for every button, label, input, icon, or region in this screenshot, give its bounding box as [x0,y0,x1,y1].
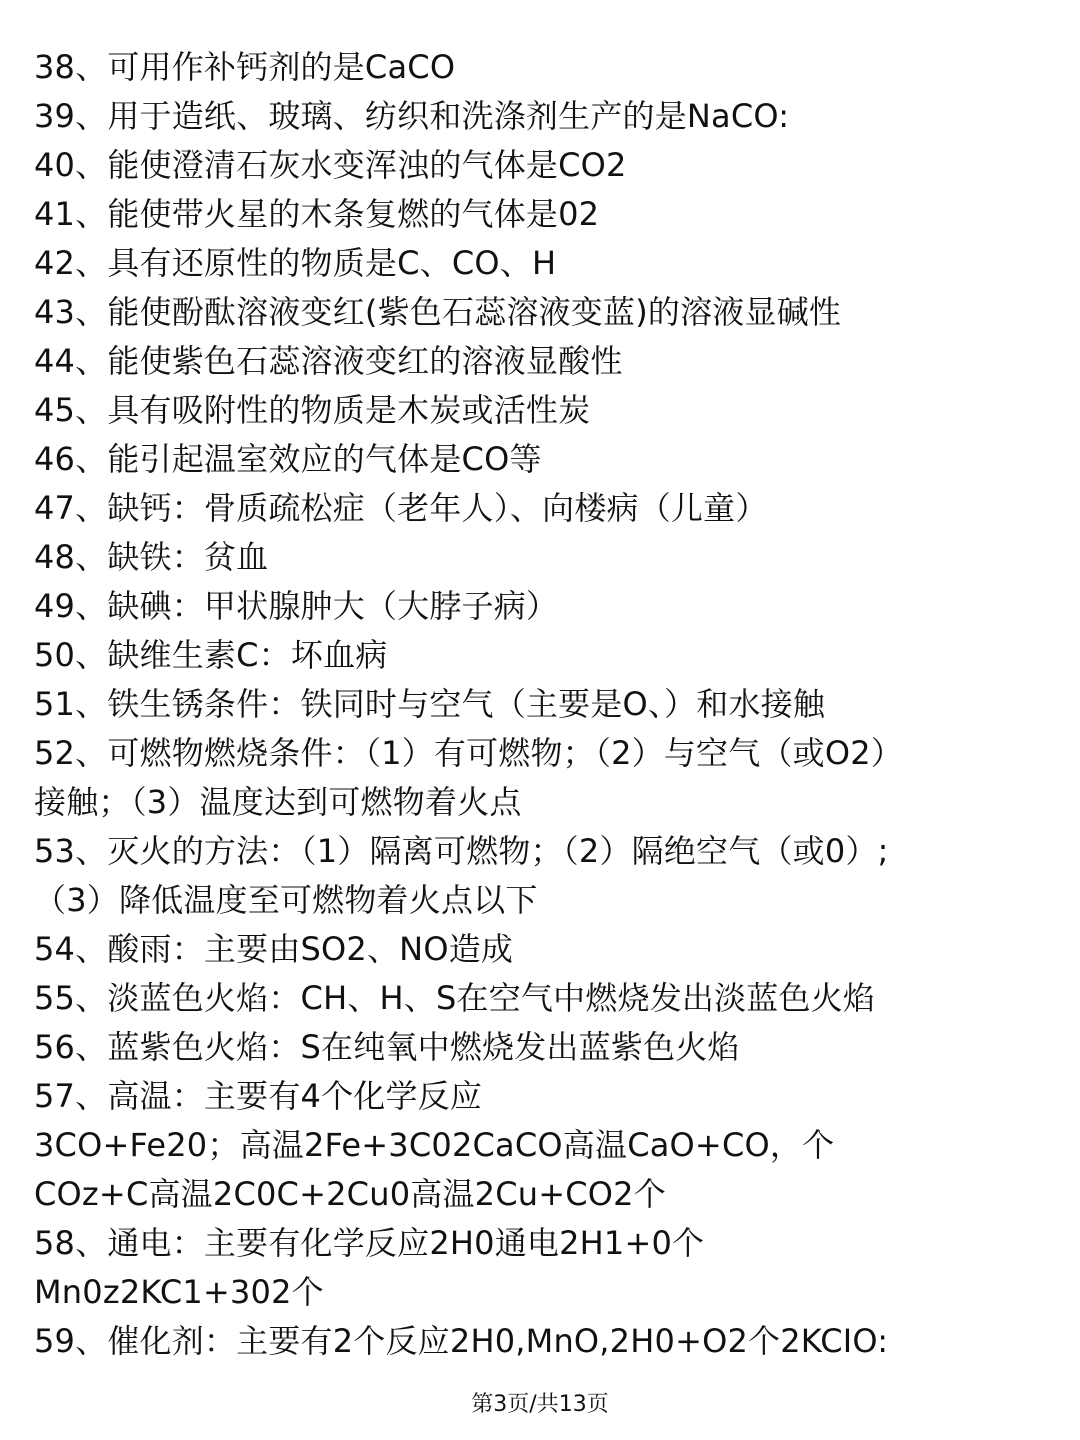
text-line: 41、能使带火星的木条复燃的气体是02 [34,195,600,233]
text-line: Mn0z2KC1+302个 [34,1273,324,1311]
text-line: 59、催化剂：主要有2个反应2H0,MnO,2H0+O2个2KCIO: [34,1322,889,1360]
text-line: 50、缺维生素C：坏血病 [34,636,388,674]
text-line: 47、缺钙：骨质疏松症（老年人）、向楼病（儿童） [34,489,768,527]
text-line: 51、铁生锈条件：铁同时与空气（主要是O、）和水接触 [34,685,826,723]
text-line: 42、具有还原性的物质是C、CO、H [34,244,557,282]
text-line: 3CO+Fe20；高温2Fe+3C02CaCO高温CaO+CO，个 [34,1126,835,1164]
text-line: 55、淡蓝色火焰：CH、H、S在空气中燃烧发出淡蓝色火焰 [34,979,876,1017]
text-line: 54、酸雨：主要由SO2、NO造成 [34,930,514,968]
text-line: 43、能使酚酞溶液变红(紫色石蕊溶液变蓝)的溶液显碱性 [34,293,842,331]
text-line: 44、能使紫色石蕊溶液变红的溶液显酸性 [34,342,623,380]
text-line: （3）降低温度至可燃物着火点以下 [34,881,538,919]
document-body [34,43,1054,1366]
text-line: 53、灭火的方法：（1）隔离可燃物；（2）隔绝空气（或0）; [34,832,889,870]
text-line: 57、高温：主要有4个化学反应 [34,1077,483,1115]
text-line: 48、缺铁：贫血 [34,538,269,576]
text-line: 52、可燃物燃烧条件：（1）有可燃物；（2）与空气（或O2） [34,734,903,772]
text-line: 46、能引起温室效应的气体是CO等 [34,440,542,478]
text-line: 56、蓝紫色火焰：S在纯氧中燃烧发出蓝紫色火焰 [34,1028,740,1066]
text-line: 38、可用作补钙剂的是CaCO [34,48,456,86]
text-line: 接触；（3）温度达到可燃物着火点 [34,783,522,821]
text-line: COz+C高温2C0C+2Cu0高温2Cu+CO2个 [34,1175,666,1213]
text-line: 45、具有吸附性的物质是木炭或活性炭 [34,391,591,429]
text-line: 58、通电：主要有化学反应2H0通电2H1+0个 [34,1224,705,1262]
text-line: 40、能使澄清石灰水变浑浊的气体是CO2 [34,146,627,184]
text-line: 39、用于造纸、玻璃、纺织和洗涤剂生产的是NaCO: [34,97,790,135]
page-number: 第3页/共13页 [471,1392,609,1417]
text-line: 49、缺碘：甲状腺肿大（大脖子病） [34,587,559,625]
